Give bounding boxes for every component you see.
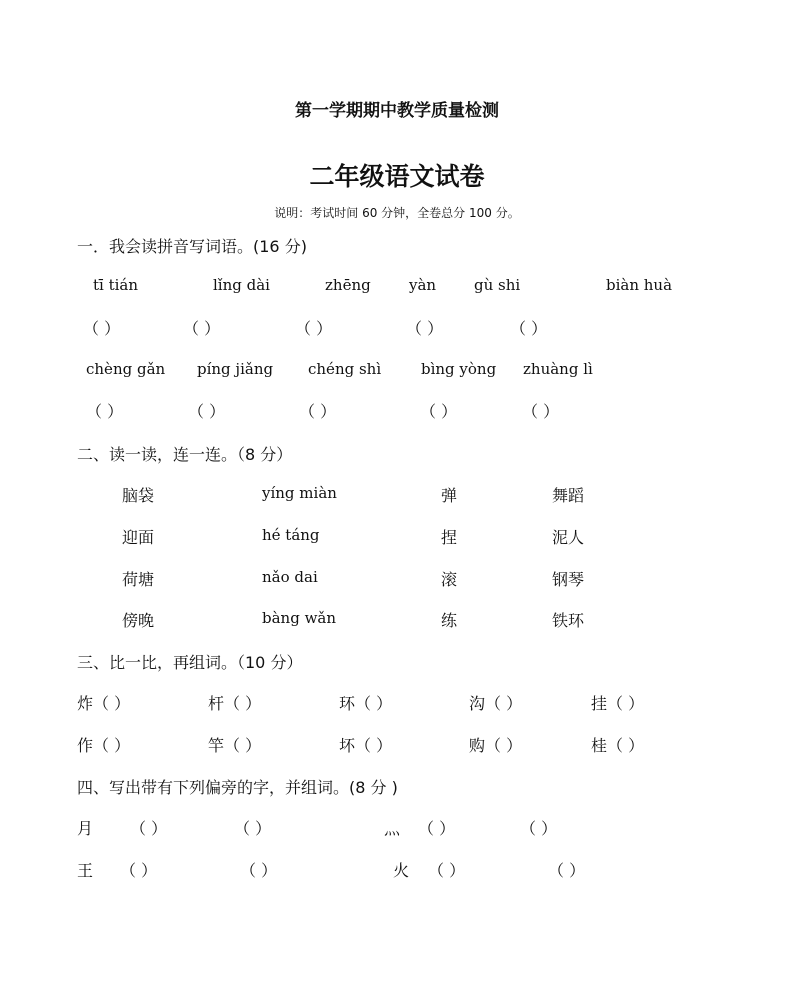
radical-label: 火: [393, 861, 410, 880]
exam-title: 二年级语文试卷: [309, 162, 485, 191]
answer-blank[interactable]: （ ）: [188, 402, 226, 421]
pinyin-item: nǎo dai: [262, 568, 318, 586]
answer-blank[interactable]: （ ）: [120, 861, 158, 880]
word-item: 傍晚: [122, 611, 155, 630]
pinyin-item: yàn: [409, 276, 437, 294]
answer-blank[interactable]: （ ）: [548, 861, 586, 880]
compare-item[interactable]: 杆（ ）: [208, 694, 262, 713]
answer-blank[interactable]: （ ）: [234, 819, 272, 838]
answer-blank[interactable]: （ ）: [522, 402, 560, 421]
pinyin-item: zhēng: [325, 276, 371, 294]
exam-note: 说明：考试时间 60 分钟，全卷总分 100 分。: [274, 206, 520, 220]
compare-item[interactable]: 挂（ ）: [591, 694, 645, 713]
pinyin-item: zhuàng lì: [523, 360, 593, 378]
compare-item[interactable]: 炸（ ）: [77, 694, 131, 713]
pinyin-item: yíng miàn: [262, 484, 337, 502]
pinyin-item: chéng shì: [308, 360, 382, 378]
word-item: 滚: [441, 570, 458, 589]
pinyin-item: chèng gǎn: [86, 360, 166, 378]
answer-blank[interactable]: （ ）: [418, 819, 456, 838]
word-item: 弹: [441, 486, 458, 505]
radical-label: 灬: [384, 819, 401, 838]
section-1-heading: 一．我会读拼音写词语。(16 分): [77, 237, 307, 256]
pinyin-item: píng jiǎng: [197, 360, 274, 378]
word-item: 泥人: [552, 528, 585, 547]
compare-item[interactable]: 竿（ ）: [208, 736, 262, 755]
word-item: 铁环: [552, 611, 585, 630]
pinyin-item: gù shi: [474, 276, 521, 294]
word-item: 迎面: [122, 528, 155, 547]
exam-subtitle: 第一学期期中教学质量检测: [295, 101, 499, 121]
radical-label: 王: [77, 861, 94, 880]
section-3-heading: 三、比一比，再组词。（10 分）: [77, 653, 303, 672]
compare-item[interactable]: 作（ ）: [77, 736, 131, 755]
answer-blank[interactable]: （ ）: [295, 319, 333, 338]
pinyin-item: bìng yòng: [421, 360, 497, 378]
answer-blank[interactable]: （ ）: [183, 319, 221, 338]
pinyin-item: bàng wǎn: [262, 609, 337, 627]
word-item: 荷塘: [122, 570, 155, 589]
answer-blank[interactable]: （ ）: [240, 861, 278, 880]
word-item: 练: [441, 611, 458, 630]
radical-label: 月: [77, 819, 94, 838]
answer-blank[interactable]: （ ）: [420, 402, 458, 421]
answer-blank[interactable]: （ ）: [510, 319, 548, 338]
answer-blank[interactable]: （ ）: [83, 319, 121, 338]
answer-blank[interactable]: （ ）: [520, 819, 558, 838]
answer-blank[interactable]: （ ）: [299, 402, 337, 421]
answer-blank[interactable]: （ ）: [406, 319, 444, 338]
compare-item[interactable]: 环（ ）: [339, 694, 393, 713]
compare-item[interactable]: 桂（ ）: [591, 736, 645, 755]
answer-blank[interactable]: （ ）: [130, 819, 168, 838]
pinyin-item: lǐng dài: [213, 276, 270, 294]
pinyin-item: hé táng: [262, 526, 320, 544]
compare-item[interactable]: 沟（ ）: [469, 694, 523, 713]
word-item: 脑袋: [122, 486, 155, 505]
word-item: 舞蹈: [552, 486, 585, 505]
word-item: 钢琴: [552, 570, 585, 589]
section-4-heading: 四、写出带有下列偏旁的字，并组词。(8 分 ): [77, 778, 398, 797]
answer-blank[interactable]: （ ）: [428, 861, 466, 880]
answer-blank[interactable]: （ ）: [86, 402, 124, 421]
compare-item[interactable]: 购（ ）: [469, 736, 523, 755]
word-item: 捏: [441, 528, 458, 547]
compare-item[interactable]: 坏（ ）: [339, 736, 393, 755]
pinyin-item: biàn huà: [606, 276, 673, 294]
pinyin-item: tī tián: [93, 276, 139, 294]
section-2-heading: 二、读一读，连一连。（8 分）: [77, 445, 293, 464]
